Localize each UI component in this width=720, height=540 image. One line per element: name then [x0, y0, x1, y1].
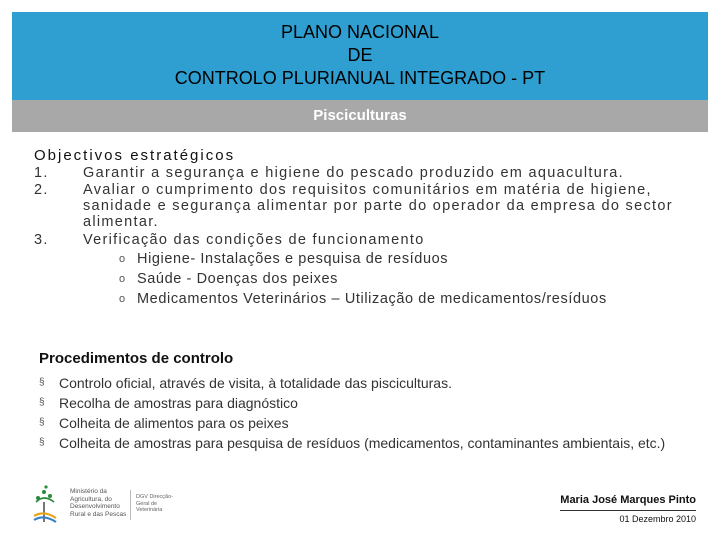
- procedure-item: [39, 373, 679, 393]
- procedures-heading: Procedimentos de controlo: [39, 350, 234, 367]
- procedure-item: [39, 413, 679, 433]
- circle-bullet-icon: o: [119, 253, 126, 265]
- sub-item-text: Higiene- Instalações e pesquisa de resíduos: [137, 251, 449, 267]
- sub-item: [34, 289, 706, 309]
- title-line-3: CONTROLO PLURIANUAL INTEGRADO - PT: [174, 68, 546, 88]
- procedure-text: Colheita de alimentos para os peixes: [59, 415, 289, 431]
- sub-item-text: Medicamentos Veterinários – Utilização de medicamentos/resíduos: [137, 291, 607, 307]
- procedure-text: Recolha de amostras para diagnóstico: [59, 395, 298, 411]
- objective-item: [34, 182, 706, 230]
- author-name: Maria José Marques Pinto: [560, 494, 696, 506]
- section-bullet-icon: §: [39, 397, 45, 408]
- procedure-text: Colheita de amostras para pesquisa de resíduos (medicamentos, contaminantes ambientais, etc.): [59, 435, 666, 451]
- circle-bullet-icon: o: [119, 293, 126, 305]
- objective-number: 1.: [34, 165, 49, 181]
- title-line-2: DE: [347, 45, 373, 65]
- procedure-text: Controlo oficial, através de visita, à totalidade das pisciculturas.: [59, 375, 452, 391]
- objective-number: 2.: [34, 182, 49, 198]
- footer-divider: [560, 510, 696, 511]
- sub-item: [34, 249, 706, 269]
- objective-number: 3.: [34, 232, 49, 248]
- section-bullet-icon: §: [39, 377, 45, 388]
- procedure-item: [39, 433, 679, 453]
- objectives-section: [34, 147, 706, 309]
- procedures-section: [39, 350, 679, 453]
- ministry-emblem-icon: [26, 484, 66, 526]
- section-bullet-icon: §: [39, 417, 45, 428]
- objective-item: [34, 232, 706, 249]
- objective-text: Garantir a segurança e higiene do pescado produzido em aquacultura.: [83, 165, 624, 181]
- dgv-logo-text: DGV Direcção-Geral de Veterinária: [136, 494, 173, 513]
- subtitle-banner: Pisciculturas: [12, 100, 708, 132]
- objective-text: Verificação das condições de funcionamento: [83, 232, 425, 248]
- objective-item: [34, 165, 706, 182]
- sub-item: [34, 269, 706, 289]
- objective-text: Avaliar o cumprimento dos requisitos comunitários em matéria de higiene, sanidade e segurança alimentar por parte do operador da empresa do sector alimentar.: [83, 182, 673, 230]
- sub-item-text: Saúde - Doenças dos peixes: [137, 271, 338, 287]
- ministry-logo-text: Ministério da Agricultura, do Desenvolvimento Rural e das Pescas: [70, 488, 127, 518]
- title-banner: [12, 12, 708, 100]
- title-line-1: PLANO NACIONAL: [280, 22, 440, 42]
- logo-divider: [130, 490, 131, 520]
- objectives-heading: Objectivos estratégicos: [34, 147, 236, 164]
- ministry-logo: [26, 484, 186, 526]
- section-bullet-icon: §: [39, 437, 45, 448]
- circle-bullet-icon: o: [119, 273, 126, 285]
- procedure-item: [39, 393, 679, 413]
- presentation-date: 01 Dezembro 2010: [619, 514, 696, 524]
